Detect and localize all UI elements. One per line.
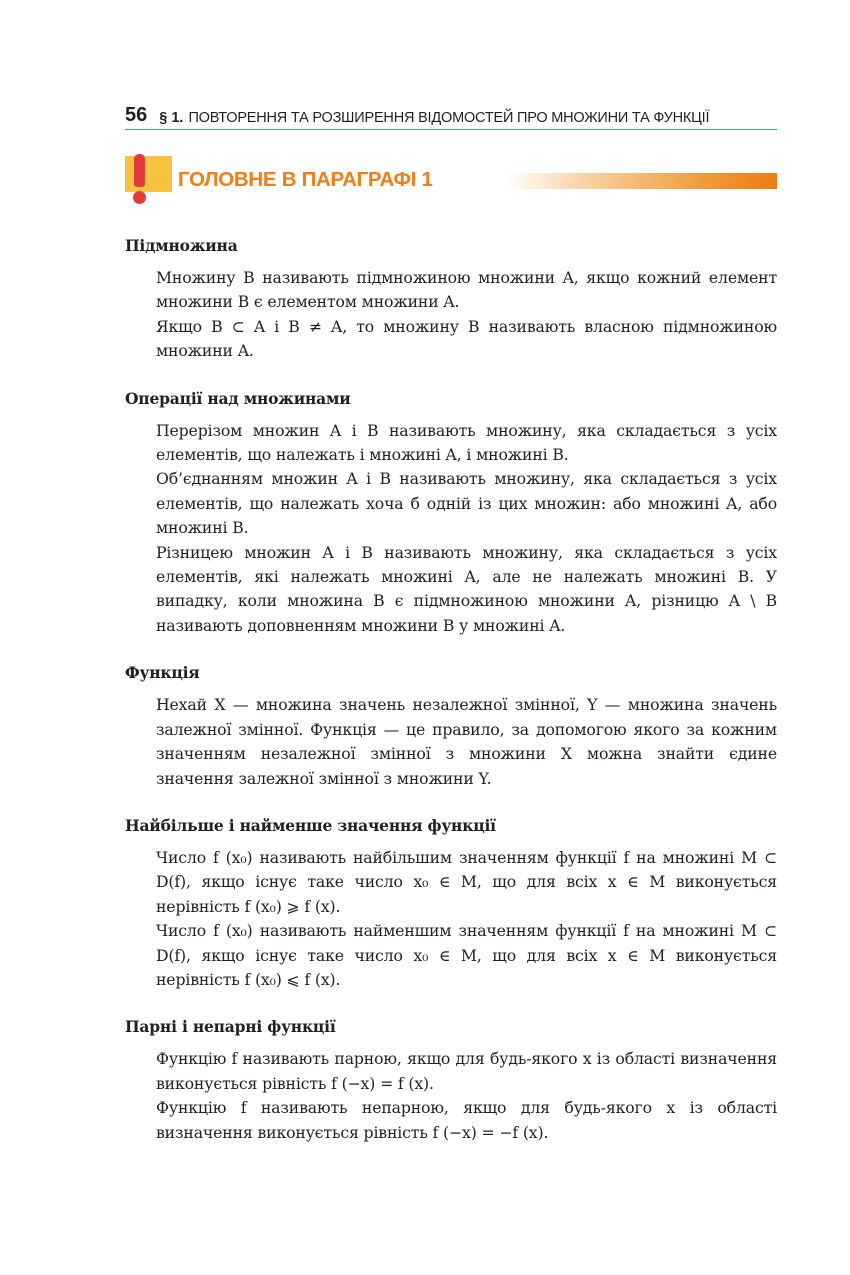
paragraph: Число f (x₀) називають найменшим значенням функції f на множині M ⊂ D(f), якщо існує таке число x₀ ∈ M, що для всіх x ∈ M виконується нерівність f (x₀) ⩽ f (x).: [156, 921, 777, 989]
section-even-odd-functions: [125, 1015, 777, 1145]
section-set-operations: [125, 387, 777, 639]
section-heading: Найбільше і найменше значення функції: [125, 815, 496, 835]
paragraph: Множину B називають підмножиною множини A, якщо кожний елемент множини B є елементом множини A.: [156, 268, 777, 312]
paragraph: Перерізом множин A і B називають множину, яка складається з усіх елементів, що належать і множині A, і множині B.: [156, 420, 777, 465]
section-heading: Підмножина: [125, 236, 238, 255]
section-subset: [125, 234, 777, 364]
paragraph: Якщо B ⊂ A і B ≠ A, то множину B називають власною підмножиною множини A.: [156, 316, 777, 361]
section-function: [125, 661, 777, 791]
section-heading: Парні і непарні функції: [125, 1017, 336, 1037]
banner-square: [125, 156, 172, 192]
chapter-title: ПОВТОРЕННЯ ТА РОЗШИРЕННЯ ВІДОМОСТЕЙ ПРО МНОЖИНИ ТА ФУНКЦІЇ: [188, 109, 710, 126]
paragraph: Число f (x₀) називають найбільшим значенням функції f на множині M ⊂ D(f), якщо існує таке число x₀ ∈ M, що для всіх x ∈ M виконується нерівність f (x₀) ⩾ f (x).: [156, 847, 777, 916]
page-number: 56: [125, 104, 148, 126]
section-banner: [125, 154, 777, 210]
paragraph: Різницею множин A і B називають множину, яка складається з усіх елементів, які належать множині A, але не належать множині B. У випадку, коли множина B є підмножиною множини A, різницю A \ B називають доповненням множини B у множині A.: [156, 542, 777, 635]
paragraph: Нехай X — множина значень незалежної змінної, Y — множина значень залежної змінної. Функція — це правило, за допомогою якого за кожним значенням незалежної змінної з множини X можна знайти єдине значення залежної змінної з множини Y.: [156, 695, 777, 788]
running-header: [125, 100, 777, 130]
section-heading: Функція: [125, 663, 200, 683]
section-ref: § 1.: [159, 109, 184, 126]
exclamation-icon: [134, 154, 145, 187]
section-heading: Операції над множинами: [125, 388, 351, 408]
exclamation-dot-icon: [133, 191, 146, 204]
paragraph: Функцію f називають парною, якщо для будь-якого x із області визначення виконується рівність f (−x) = f (x).: [156, 1049, 777, 1093]
paragraph: Функцію f називають непарною, якщо для будь-якого x із області визначення виконується рівність f (−x) = −f (x).: [156, 1098, 777, 1142]
content: [125, 234, 777, 1168]
banner-title: ГОЛОВНЕ В ПАРАГРАФІ 1: [178, 168, 433, 191]
paragraph: Об’єднанням множин A і B називають множину, яка складається з усіх елементів, що належать хоча б одній із цих множин: або множині A, або множині B.: [156, 469, 777, 538]
section-max-min-values: [125, 814, 777, 992]
